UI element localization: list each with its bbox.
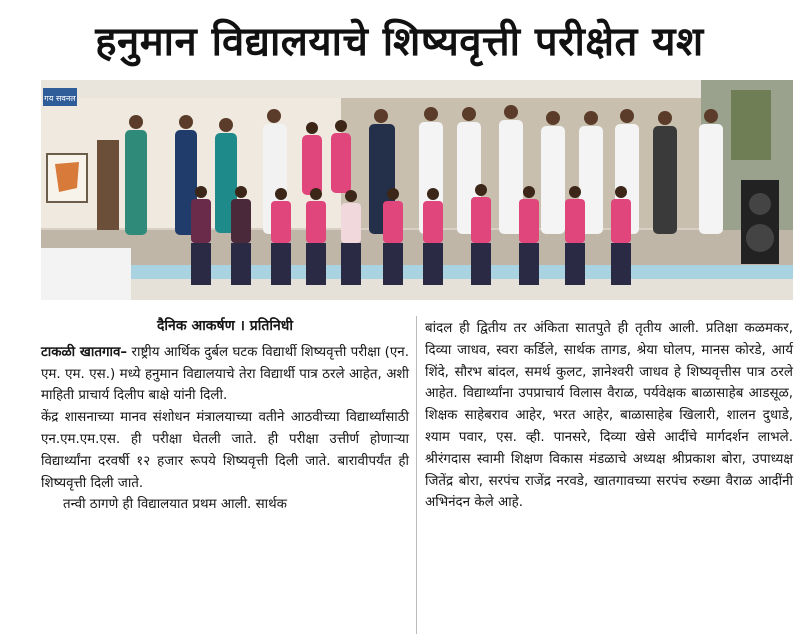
sign-text: गय सवनल [44, 94, 76, 103]
byline: दैनिक आकर्षण । प्रतिनिधी [157, 318, 293, 334]
headline: हनुमान विद्यालयाचे शिष्यवृत्ती परीक्षेत यश [95, 18, 704, 65]
article-column-left [41, 316, 409, 516]
group-photo [41, 80, 793, 300]
paragraph-exam-info: केंद्र शासनाच्या मानव संशोधन मंत्रालयाच्या वतीने आठवीच्या विद्यार्थ्यांसाठी एन.एम.एम.एस. ही परीक्षा घेतली जाते. ही परीक्षा उत्तीर्ण होणाऱ्या विद्यार्थ्यांना दरवर्षी १२ हजार रूपये शिष्यवृत्ती दिली जाते. बारावीपर्यंत ही शिष्यवृत्ती दिली जाते. [41, 410, 409, 491]
dateline: टाकळी खातगाव– [41, 344, 128, 360]
article-column-right [425, 318, 793, 514]
paragraph-intro [41, 342, 409, 407]
column-divider [416, 316, 417, 634]
paragraph-winners-start: तन्वी ठागणे ही विद्यालयात प्रथम आली. सार्थक [63, 497, 287, 513]
paragraph-winners-continued: बांदल ही द्वितीय तर अंकिता सातपुते ही तृतीय आली. प्रतिक्षा कळमकर, दिव्या जाधव, स्वरा कर्डिले, सार्थक तागड, श्रेया घोलप, मानस कोरडे, आर्य शिंदे, सौरभ बांदल, समर्थ कुलट, ज्ञानेश्वरी जाधव हे शिष्यवृत्तीस पात्र ठरले आहेत. विद्यार्थ्यांना उपप्राचार्य विलास वैराळ, पर्यवेक्षक बाळासाहेब आडसूळ, शिक्षक साहेबराव आहेर, भरत आहेर, बाळासाहेब खिलारी, शालन दुधाडे, श्याम पवार, एस. व्ही. पानसरे, दिव्या खेसे आदींचे मार्गदर्शन लाभले. श्रीरंगदास स्वामी शिक्षण विकास मंडळाचे अध्यक्ष श्रीप्रकाश बोरा, उपाध्यक्ष जितेंद्र बोरा, सरपंच राजेंद्र नरवडे, खातगावच्या सरपंच रुख्मा वैराळ आदींनी अभिनंदन केले आहे. [425, 321, 793, 511]
paragraph-intro-text: राष्ट्रीय आर्थिक दुर्बल घटक विद्यार्थी शिष्यवृत्ती परीक्षा (एन. एम. एम. एस.) मध्ये हनुमान विद्यालयाचे तेरा विद्यार्थी पात्र ठरले आहेत, अशी माहिती प्राचार्य दिलीप बाक्षे यांनी दिली. [41, 344, 409, 404]
